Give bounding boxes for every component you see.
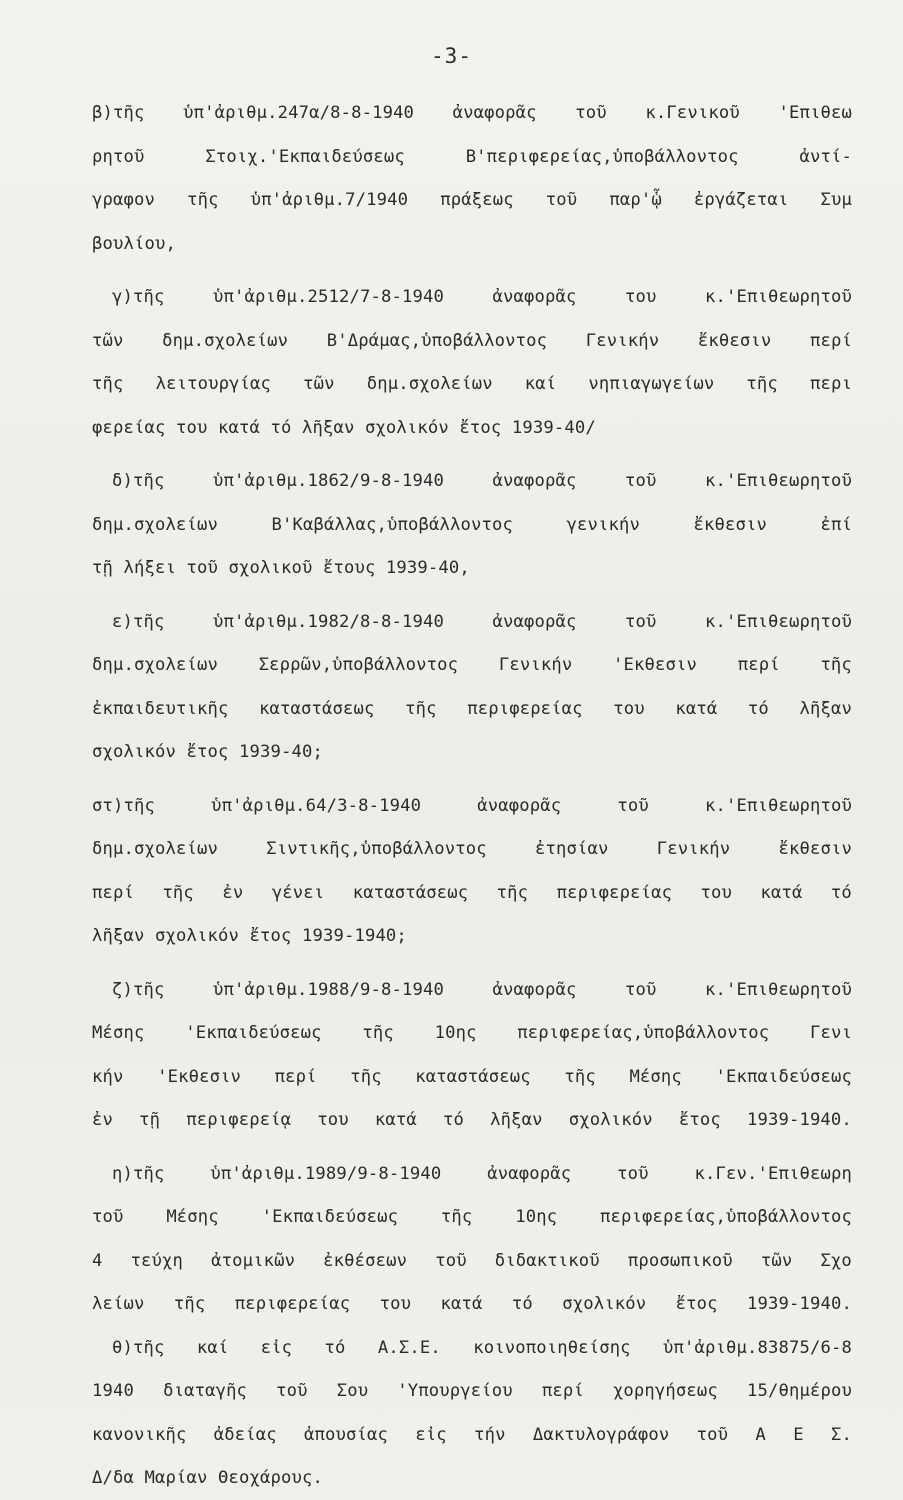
text-line: ε)τῆς ὑπ'ἀριθμ.1982/8-8-1940 ἀναφορᾶς τοῦ κ.'Επιθεωρητοῦ bbox=[112, 611, 852, 632]
text-line: τοῦ Μέσης 'Εκπαιδεύσεως τῆς 10ης περιφερείας,ὑποβάλλοντος bbox=[92, 1207, 852, 1227]
item-delta bbox=[92, 460, 852, 591]
item-beta bbox=[92, 92, 852, 266]
text-line: ζ)τῆς ὑπ'ἀριθμ.1988/9-8-1940 ἀναφορᾶς τοῦ κ.'Επιθεωρητοῦ bbox=[112, 979, 852, 1000]
text-line: περί τῆς ἐν γένει καταστάσεως τῆς περιφερείας του κατά τό bbox=[92, 882, 852, 903]
text-line: ἐκπαιδευτικῆς καταστάσεως τῆς περιφερείας του κατά τό λῆξαν bbox=[92, 698, 852, 719]
item-stigma bbox=[92, 785, 852, 959]
text-line: κανονικῆς ἀδείας ἀπουσίας εἰς τήν Δακτυλογράφον τοῦ Α Ε Σ. bbox=[92, 1424, 852, 1445]
text-line: φερείας του κατά τό λῆξαν σχολικόν ἔτος 1939-40/ bbox=[92, 417, 596, 438]
page-number: -3- bbox=[431, 44, 472, 68]
item-epsilon bbox=[92, 601, 852, 775]
text-line: δημ.σχολείων Σιντικῆς,ὑποβάλλοντος ἐτησίαν Γενικήν ἔκθεσιν bbox=[92, 839, 852, 859]
text-line: ρητοῦ Στοιχ.'Εκπαιδεύσεως Β'περιφερείας,ὑποβάλλοντος ἀντί- bbox=[92, 146, 852, 167]
text-line: δημ.σχολείων Σερρῶν,ὑποβάλλοντος Γενικήν 'Εκθεσιν περί τῆς bbox=[92, 655, 852, 675]
text-line: λείων τῆς περιφερείας του κατά τό σχολικόν ἔτος 1939-1940. bbox=[92, 1294, 852, 1314]
text-line: Δ/δα Μαρίαν Θεοχάρους. bbox=[92, 1468, 323, 1488]
text-line: θ)τῆς καί εἰς τό Α.Σ.Ε. κοινοποιηθείσης ὑπ'ἀριθμ.83875/6-8 bbox=[112, 1337, 852, 1358]
text-line: τῇ λήξει τοῦ σχολικοῦ ἔτους 1939-40, bbox=[92, 558, 470, 578]
text-line: σχολικόν ἔτος 1939-40; bbox=[92, 742, 323, 762]
text-line: γ)τῆς ὑπ'ἀριθμ.2512/7-8-1940 ἀναφορᾶς του κ.'Επιθεωρητοῦ bbox=[112, 287, 852, 307]
item-gamma bbox=[92, 276, 852, 450]
text-line: δ)τῆς ὑπ'ἀριθμ.1862/9-8-1940 ἀναφορᾶς τοῦ κ.'Επιθεωρητοῦ bbox=[112, 471, 852, 491]
text-line: β)τῆς ὑπ'ἀριθμ.247α/8-8-1940 ἀναφορᾶς τοῦ κ.Γενικοῦ 'Επιθεω bbox=[92, 103, 852, 123]
item-eta-theta bbox=[92, 1153, 852, 1500]
text-line: λῆξαν σχολικόν ἔτος 1939-1940; bbox=[92, 926, 407, 946]
text-line: γραφον τῆς ὑπ'ἀριθμ.7/1940 πράξεως τοῦ παρ'ᾧ ἐργάζεται Συμ bbox=[92, 190, 852, 210]
item-zeta bbox=[92, 969, 852, 1143]
text-line: η)τῆς ὑπ'ἀριθμ.1989/9-8-1940 ἀναφορᾶς τοῦ κ.Γεν.'Επιθεωρη bbox=[112, 1163, 852, 1184]
text-line: 1940 διαταγῆς τοῦ Σου 'Υπουργείου περί χορηγήσεως 15/θημέρου bbox=[92, 1381, 852, 1401]
text-line: τῶν δημ.σχολείων Β'Δράμας,ὑποβάλλοντος Γενικήν ἔκθεσιν περί bbox=[92, 330, 852, 351]
text-line: Μέσης 'Εκπαιδεύσεως τῆς 10ης περιφερείας,ὑποβάλλοντος Γενι bbox=[92, 1023, 852, 1043]
document-body bbox=[92, 92, 852, 1500]
text-line: δημ.σχολείων Β'Καβάλλας,ὑποβάλλοντος γενικήν ἔκθεσιν ἐπί bbox=[92, 514, 852, 535]
text-line: κήν 'Εκθεσιν περί τῆς καταστάσεως τῆς Μέσης 'Εκπαιδεύσεως bbox=[92, 1066, 852, 1087]
text-line: ἐν τῇ περιφερείᾳ του κατά τό λῆξαν σχολικόν ἔτος 1939-1940. bbox=[92, 1110, 852, 1130]
text-line: τῆς λειτουργίας τῶν δημ.σχολείων καί νηπιαγωγείων τῆς περι bbox=[92, 374, 852, 394]
text-line: 4 τεύχη ἀτομικῶν ἐκθέσεων τοῦ διδακτικοῦ προσωπικοῦ τῶν Σχο bbox=[92, 1250, 852, 1271]
text-line: στ)τῆς ὑπ'ἀριθμ.64/3-8-1940 ἀναφορᾶς τοῦ κ.'Επιθεωρητοῦ bbox=[92, 795, 852, 816]
text-line: βουλίου, bbox=[92, 233, 176, 254]
